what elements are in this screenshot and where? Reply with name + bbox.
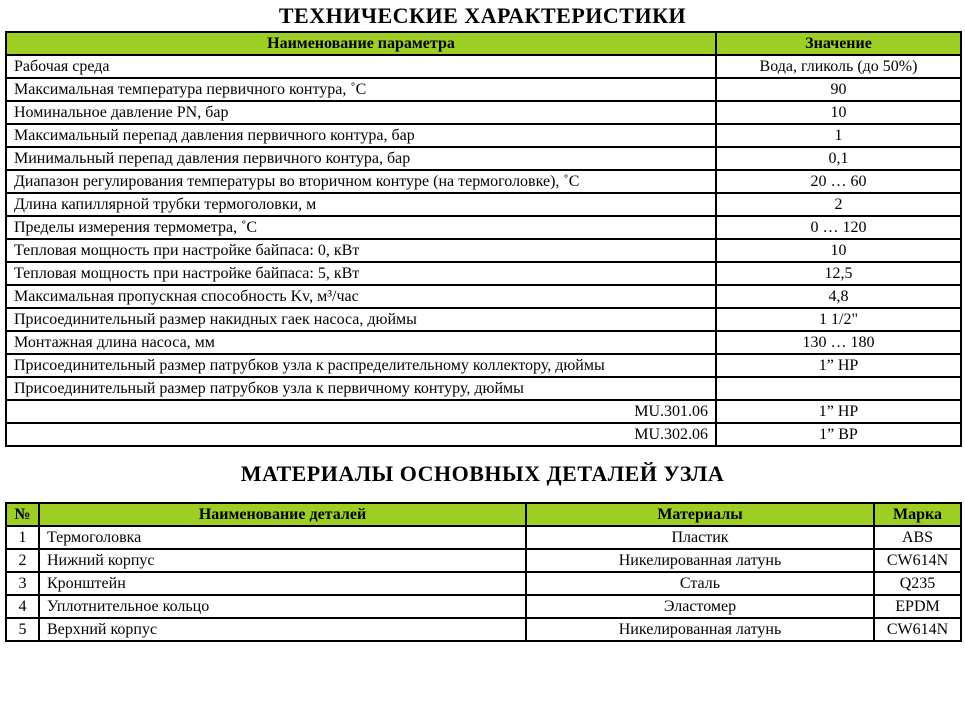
spec-param-cell: Длина капиллярной трубки термоголовки, м — [6, 193, 716, 216]
spec-value-cell: 4,8 — [716, 285, 961, 308]
spec-row — [6, 170, 961, 193]
material-detail-cell: Верхний корпус — [39, 618, 526, 641]
spec-param-cell: Рабочая среда — [6, 55, 716, 78]
material-num-cell: 2 — [6, 549, 39, 572]
spec-row — [6, 124, 961, 147]
spec-param-cell: Тепловая мощность при настройке байпаса: 5, кВт — [6, 262, 716, 285]
spec-value-cell: Вода, гликоль (до 50%) — [716, 55, 961, 78]
spec-row — [6, 262, 961, 285]
spec-value-cell: 1” ВР — [716, 423, 961, 446]
material-row — [6, 618, 961, 641]
specs-table-body — [6, 55, 961, 446]
spec-row — [6, 147, 961, 170]
material-detail-cell: Термоголовка — [39, 526, 526, 549]
materials-title: МАТЕРИАЛЫ ОСНОВНЫХ ДЕТАЛЕЙ УЗЛА — [240, 461, 725, 486]
spec-row — [6, 331, 961, 354]
spec-value-cell: 1” НР — [716, 400, 961, 423]
material-row — [6, 595, 961, 618]
spec-param-cell: Пределы измерения термометра, ˚С — [6, 216, 716, 239]
spec-value-cell: 1 — [716, 124, 961, 147]
materials-header-detail: Наименование деталей — [39, 503, 526, 526]
spec-row — [6, 193, 961, 216]
material-material-cell: Никелированная латунь — [526, 618, 874, 641]
material-grade-cell: CW614N — [874, 549, 961, 572]
specs-title: ТЕХНИЧЕСКИЕ ХАРАКТЕРИСТИКИ — [278, 3, 687, 28]
material-detail-cell: Нижний корпус — [39, 549, 526, 572]
material-grade-cell: ABS — [874, 526, 961, 549]
spec-param-cell: Номинальное давление PN, бар — [6, 101, 716, 124]
spec-value-cell: 10 — [716, 239, 961, 262]
specs-header-row — [6, 32, 961, 55]
spec-param-cell: MU.302.06 — [6, 423, 716, 446]
spec-row — [6, 239, 961, 262]
material-num-cell: 3 — [6, 572, 39, 595]
spec-param-cell: Максимальная температура первичного контура, ˚С — [6, 78, 716, 101]
spec-value-cell: 2 — [716, 193, 961, 216]
spec-param-cell: Монтажная длина насоса, мм — [6, 331, 716, 354]
material-num-cell: 4 — [6, 595, 39, 618]
spec-value-cell: 1” НР — [716, 354, 961, 377]
materials-header-num: № — [6, 503, 39, 526]
spec-param-cell: Диапазон регулирования температуры во вторичном контуре (на термоголовке), ˚С — [6, 170, 716, 193]
material-num-cell: 5 — [6, 618, 39, 641]
materials-table — [5, 502, 962, 642]
spec-param-cell: Присоединительный размер накидных гаек насоса, дюймы — [6, 308, 716, 331]
material-material-cell: Эластомер — [526, 595, 874, 618]
material-grade-cell: Q235 — [874, 572, 961, 595]
spec-value-cell — [716, 377, 961, 400]
spec-row — [6, 216, 961, 239]
spec-param-cell: MU.301.06 — [6, 400, 716, 423]
spec-value-cell: 130 … 180 — [716, 331, 961, 354]
spec-row — [6, 354, 961, 377]
material-row — [6, 549, 961, 572]
material-grade-cell: CW614N — [874, 618, 961, 641]
spec-param-cell: Максимальная пропускная способность Kv, м³/час — [6, 285, 716, 308]
material-material-cell: Пластик — [526, 526, 874, 549]
spec-param-cell: Присоединительный размер патрубков узла к распределительному коллектору, дюймы — [6, 354, 716, 377]
spec-row — [6, 285, 961, 308]
specs-header-param: Наименование параметра — [6, 32, 716, 55]
material-material-cell: Сталь — [526, 572, 874, 595]
spec-row — [6, 55, 961, 78]
spec-value-cell: 20 … 60 — [716, 170, 961, 193]
spec-value-cell: 90 — [716, 78, 961, 101]
material-material-cell: Никелированная латунь — [526, 549, 874, 572]
spec-value-cell: 0 … 120 — [716, 216, 961, 239]
spec-row — [6, 308, 961, 331]
material-row — [6, 572, 961, 595]
spec-param-cell: Максимальный перепад давления первичного контура, бар — [6, 124, 716, 147]
materials-header-grade: Марка — [874, 503, 961, 526]
material-row — [6, 526, 961, 549]
materials-header-row — [6, 503, 961, 526]
spec-row — [6, 400, 961, 423]
spec-value-cell: 0,1 — [716, 147, 961, 170]
materials-table-body — [6, 526, 961, 641]
spec-row — [6, 101, 961, 124]
spec-row — [6, 423, 961, 446]
material-detail-cell: Уплотнительное кольцо — [39, 595, 526, 618]
spec-row — [6, 377, 961, 400]
spec-value-cell: 1 1/2" — [716, 308, 961, 331]
spec-value-cell: 10 — [716, 101, 961, 124]
spec-param-cell: Минимальный перепад давления первичного контура, бар — [6, 147, 716, 170]
materials-header-material: Материалы — [526, 503, 874, 526]
spec-param-cell: Присоединительный размер патрубков узла к первичному контуру, дюймы — [6, 377, 716, 400]
spec-value-cell: 12,5 — [716, 262, 961, 285]
spec-param-cell: Тепловая мощность при настройке байпаса: 0, кВт — [6, 239, 716, 262]
material-num-cell: 1 — [6, 526, 39, 549]
specs-table — [5, 31, 962, 447]
material-detail-cell: Кронштейн — [39, 572, 526, 595]
specs-header-value: Значение — [716, 32, 961, 55]
spec-row — [6, 78, 961, 101]
material-grade-cell: EPDM — [874, 595, 961, 618]
